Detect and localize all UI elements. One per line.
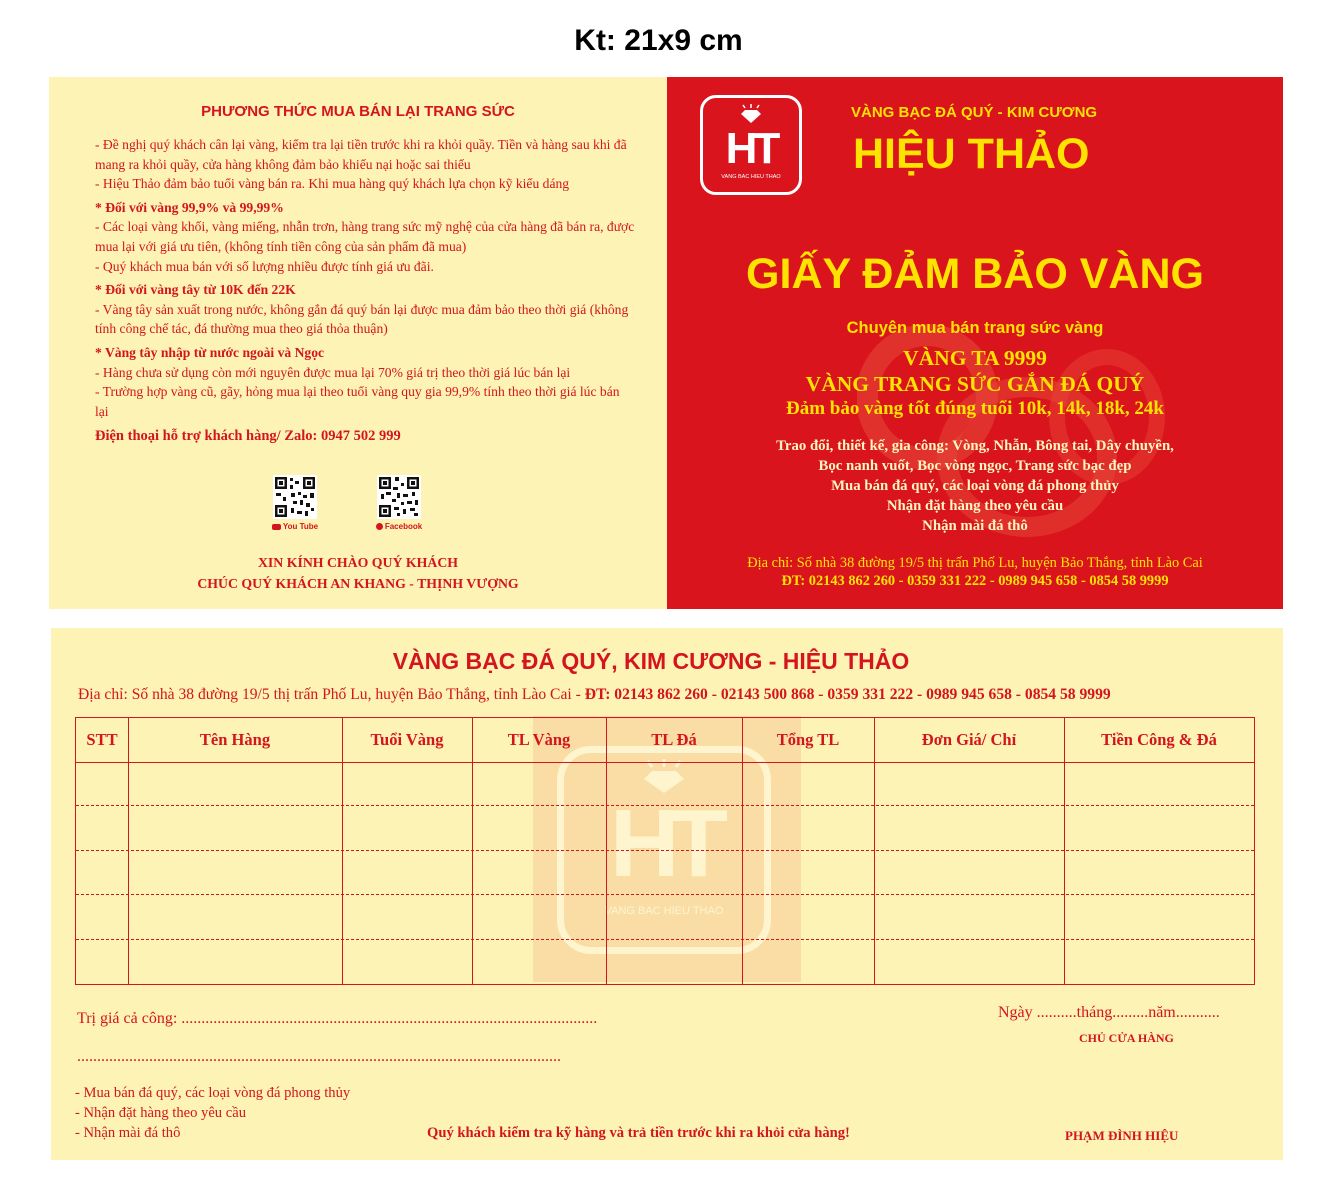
store-phone: ĐT: 02143 862 260 - 0359 331 222 - 0989 945 658 - 0854 58 9999 [781,573,1169,589]
certificate-title: GIẤY ĐẢM BẢO VÀNG [746,250,1204,298]
warranty-card-top [49,77,1283,609]
check-reminder: Quý khách kiểm tra kỹ hàng và trả tiền trước khi ra khỏi cửa hàng! [427,1125,850,1141]
column-header: TL Vàng [507,730,571,749]
facebook-icon [376,523,383,530]
size-label: Kt: 21x9 cm [574,24,743,57]
service-item: Nhận đặt hàng theo yêu cầu [886,498,1064,514]
receipt-notes [75,1084,350,1143]
greeting-line: CHÚC QUÝ KHÁCH AN KHANG - THỊNH VƯỢNG [197,576,519,591]
policy-heading: * Đối với vàng tây từ 10K đến 22K [95,282,296,298]
policy-heading: * Vàng tây nhập từ nước ngoài và Ngọc [95,344,325,360]
receipt-title: VÀNG BẠC ĐÁ QUÝ, KIM CƯƠNG - HIỆU THẢO [392,648,910,674]
facebook-caption: Facebook [369,522,429,531]
policy-paragraph: - Đề nghị quý khách cân lại vàng, kiểm tra lại tiền trước khi ra khỏi quầy. Tiền và hàng sau khi đã mang ra khỏi quầy, cửa hàng không đảm bảo khiếu nại hoặc sai thiếu [95,137,627,172]
specialty-line: Chuyên mua bán trang sức vàng [846,319,1104,337]
sales-receipt [51,628,1283,1160]
policy-paragraph: - Các loại vàng khối, vàng miếng, nhẫn trơn, hàng trang sức mỹ nghệ của cửa hàng đã bán ra, được mua lại với giá ưu tiên, (không tính tiền công của sản phẩm đã mua) [95,219,635,254]
policy-paragraph: - Trường hợp vàng cũ, gãy, hỏng mua lại theo tuổi vàng quy gia 99,9% tính theo thời giá lúc bán lại [95,384,620,419]
product-line: Đảm bảo vàng tốt đúng tuổi 10k, 14k, 18k, 24k [786,398,1164,419]
service-item: Bọc nanh vuốt, Bọc vòng ngọc, Trang sức bạc đẹp [818,458,1132,474]
note-item: - Mua bán đá quý, các loại vòng đá phong thủy [75,1085,351,1101]
watermark-subtitle: VANG BAC HIEU THAO [604,905,724,917]
service-item: Mua bán đá quý, các loại vòng đá phong thủy [831,478,1119,494]
receipt-address: Địa chỉ: Số nhà 38 đường 19/5 thị trấn Phố Lu, huyện Bảo Thắng, tỉnh Lào Cai - ĐT: 02143 862 260 - 02143 500 868 - 0359 331 222 - 0989 945 658 - 0854 58 9999 [78,686,1111,703]
column-header: Tổng TL [776,730,840,749]
column-header: Tuổi Vàng [370,730,444,749]
youtube-qr[interactable] [265,475,325,531]
total-value-field[interactable]: Trị giá cả công: ........................................................................................................ [77,1010,598,1027]
column-header: Tên Hàng [199,730,271,749]
column-header: TL Đá [651,730,697,749]
support-phone: Điện thoại hỗ trợ khách hàng/ Zalo: 0947 502 999 [95,428,401,445]
policy-paragraph: - Vàng tây sản xuất trong nước, không gắn đá quý bán lại được mua đảm bảo theo thời giá (không tính công chế tác, đá thường mua theo giá thỏa thuận) [95,301,629,337]
service-item: Nhận mài đá thô [922,518,1028,534]
column-header: Tiền Công & Đá [1101,730,1217,749]
column-header: STT [86,730,118,749]
watermark-letters: HT [610,790,718,897]
policy-title: PHƯƠNG THỨC MUA BÁN LẠI TRANG SỨC [201,103,515,120]
owner-label: CHỦ CỬA HÀNG [1079,1031,1174,1045]
diamond-icon [737,104,765,124]
repurchase-policy-panel [49,77,667,609]
greeting-line: XIN KÍNH CHÀO QUÝ KHÁCH [257,555,459,570]
logo-letters: HT [725,124,777,173]
table-row [76,894,1254,895]
youtube-caption: You Tube [265,522,325,531]
service-item: Trao đổi, thiết kế, gia công: Vòng, Nhẫn, Bông tai, Dây chuyền, [776,438,1174,454]
policy-paragraph: - Quý khách mua bán với số lượng nhiều được tính giá ưu đãi. [95,258,434,274]
facebook-qr[interactable] [369,475,429,531]
gold-certificate-panel [667,77,1283,609]
product-lines [667,345,1283,421]
policy-paragraph: - Hàng chưa sử dụng còn mới nguyên được mua lại 70% giá trị theo thời giá lúc bán lại [95,364,571,380]
qr-code-icon [377,475,421,519]
column-header: Đơn Giá/ Chỉ [921,730,1017,749]
store-address: Địa chỉ: Số nhà 38 đường 19/5 thị trấn Phố Lu, huyện Bảo Thắng, tỉnh Lào Cai [747,555,1203,571]
table-row [76,850,1254,851]
brand-logo [700,95,802,195]
items-table [75,717,1255,985]
note-item: - Nhận đặt hàng theo yêu cầu [75,1104,247,1121]
youtube-icon [272,524,281,530]
greeting [49,552,667,594]
table-row [76,939,1254,940]
total-value-continuation[interactable]: ......................................................................................................................... [77,1048,561,1065]
brand-tagline: VÀNG BẠC ĐÁ QUÝ - KIM CƯƠNG [851,104,1098,121]
policy-body [95,135,635,447]
owner-signature: PHẠM ĐÌNH HIỆU [1065,1128,1179,1143]
brand-name: HIỆU THẢO [853,130,1090,178]
product-line: VÀNG TA 9999 [903,346,1047,370]
logo-subtitle: VANG BAC HIEU THAO [721,174,781,180]
note-item: - Nhận mài đá thô [75,1124,181,1141]
date-field[interactable]: Ngày ..........tháng.........năm........... [998,1004,1220,1021]
qr-code-icon [273,475,317,519]
table-row [76,805,1254,806]
product-line: VÀNG TRANG SỨC GẮN ĐÁ QUÝ [805,372,1145,396]
policy-paragraph: - Hiệu Thảo đảm bảo tuổi vàng bán ra. Khi mua hàng quý khách lựa chọn kỹ kiểu dáng [95,176,570,192]
policy-heading: * Đối với vàng 99,9% và 99,99% [95,199,284,215]
services-list [667,436,1283,536]
